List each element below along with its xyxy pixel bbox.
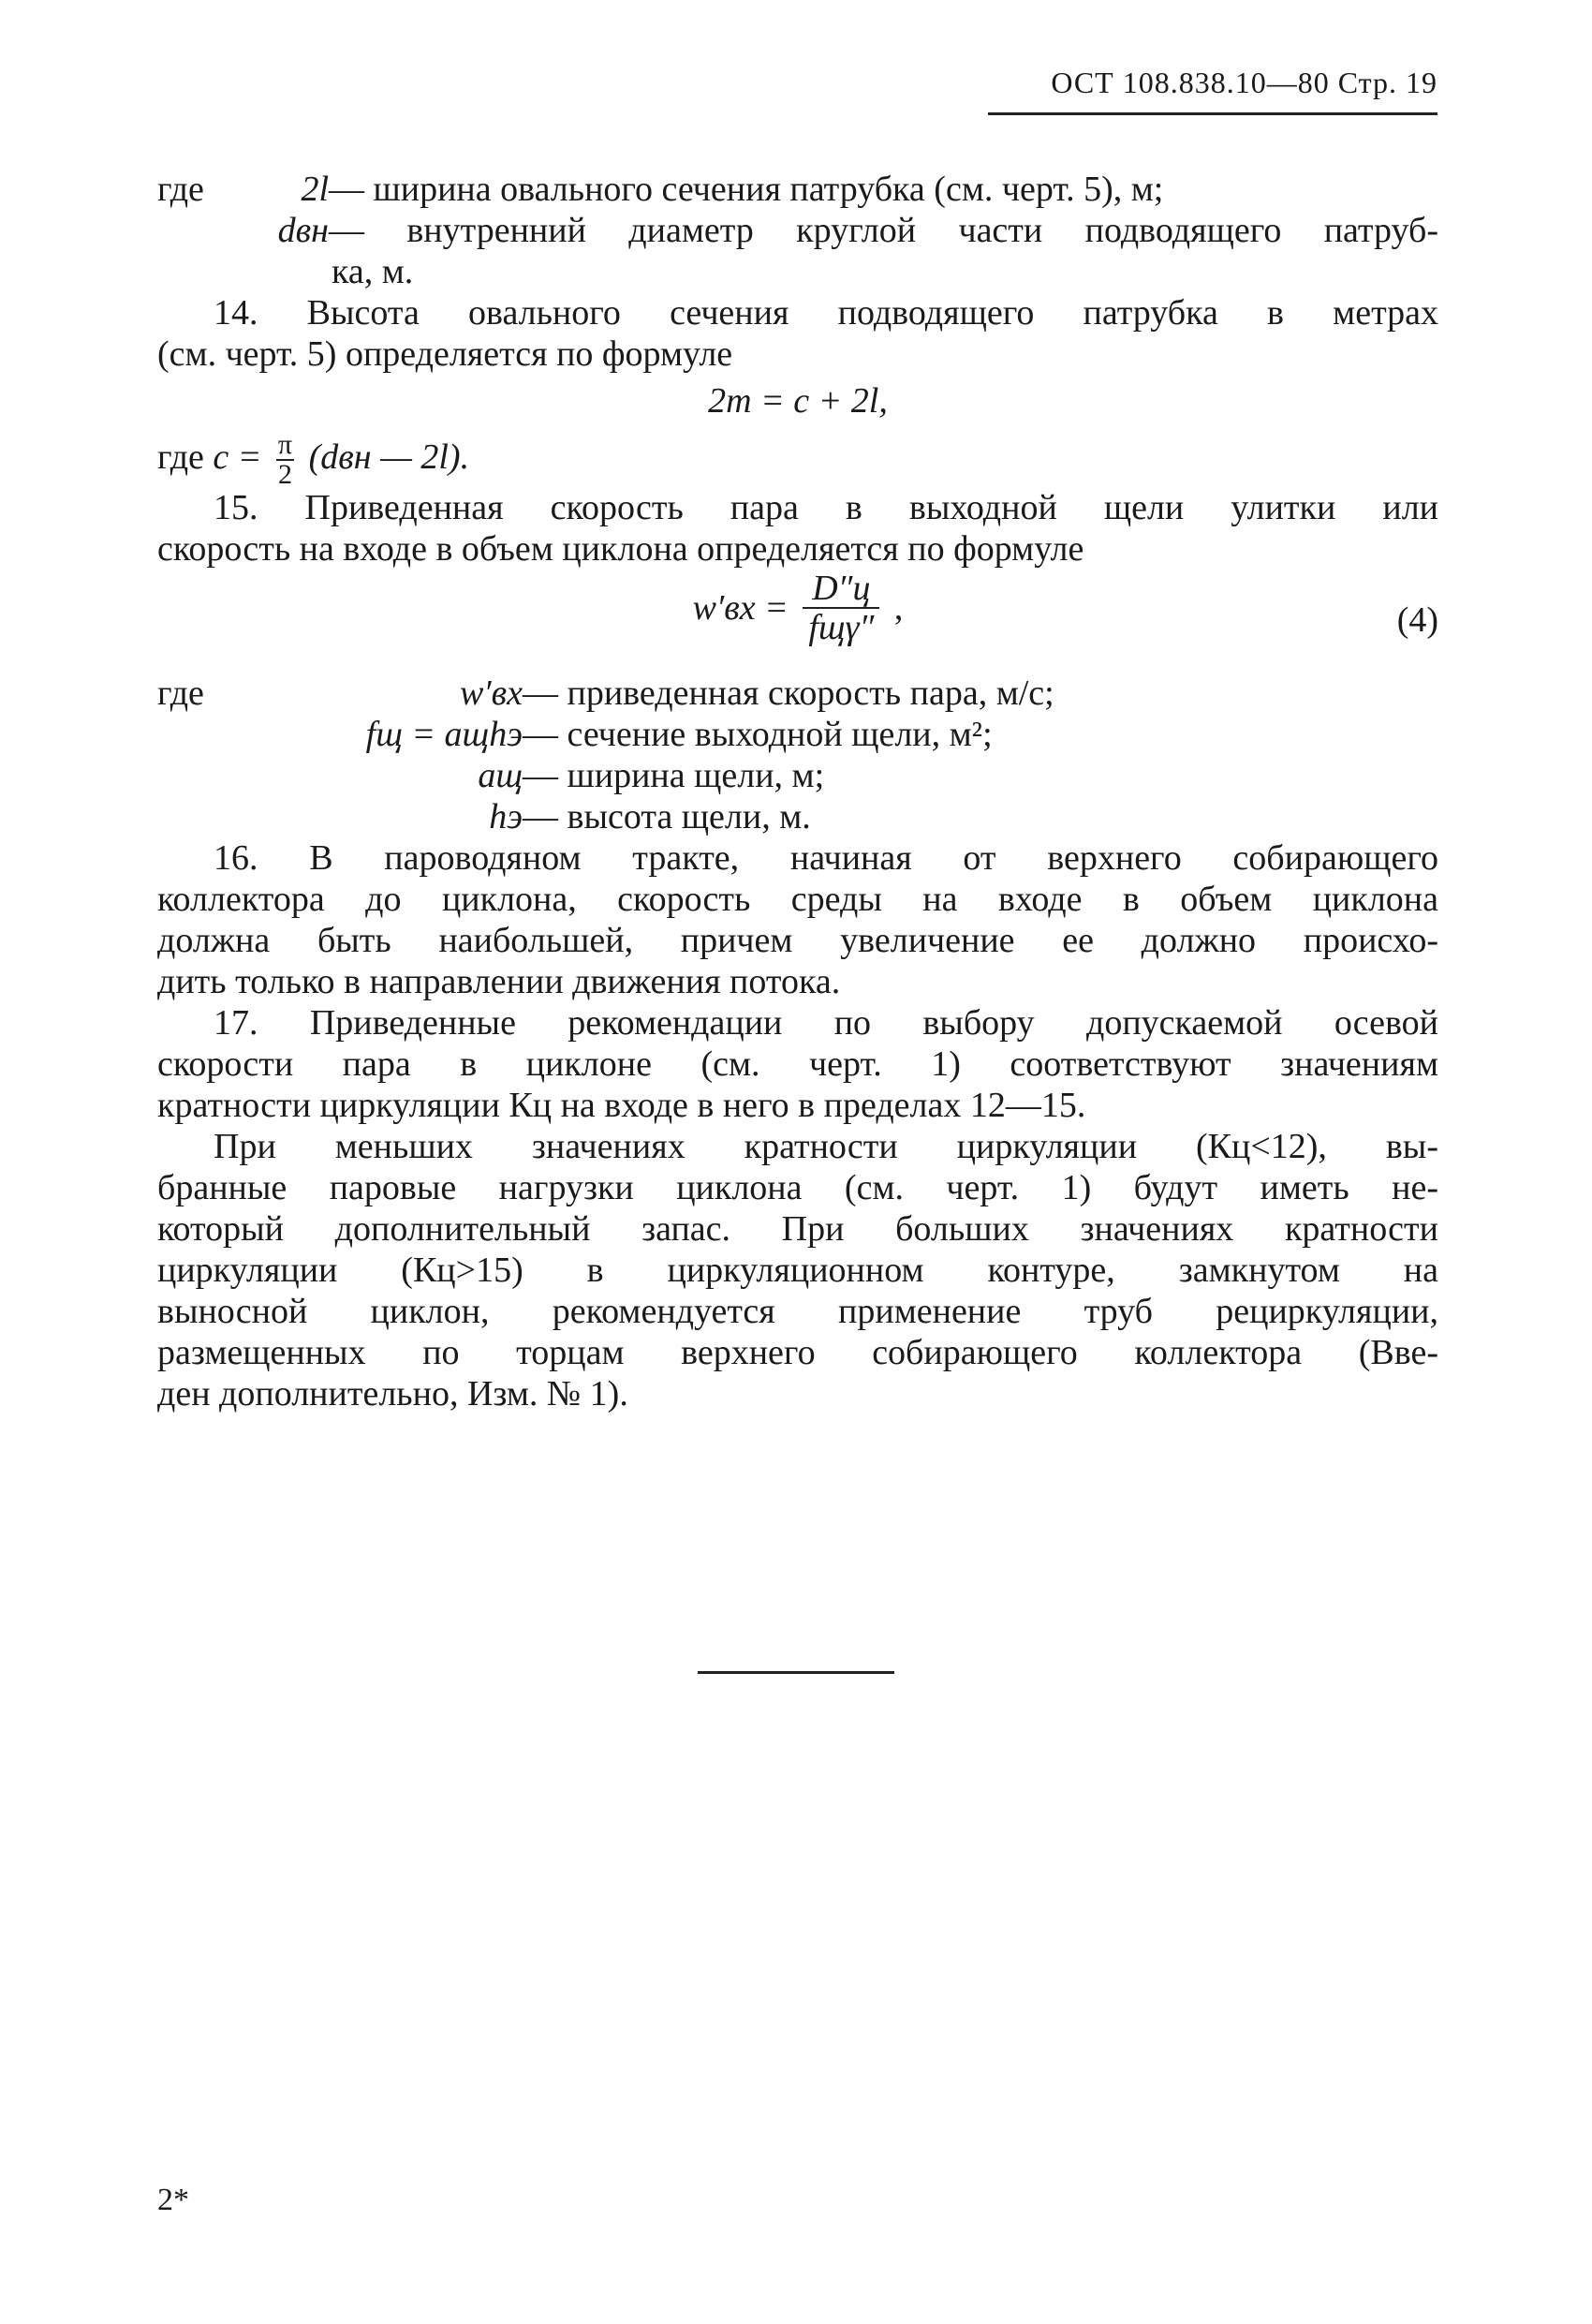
where-lhs: c =: [213, 437, 262, 477]
p18-line: бранные паровые нагрузки циклона (см. черт. 1) будут иметь не-: [157, 1168, 1438, 1207]
p16-line: 16. В пароводяном тракте, начиная от верхнего собирающего: [214, 838, 1438, 878]
definition-symbol: hэ: [489, 797, 523, 836]
formula-4: [157, 570, 1438, 673]
equation-number: (4): [1396, 600, 1438, 640]
p14-line: 14. Высота овального сечения подводящего патрубка в метрах: [214, 293, 1438, 333]
where-rhs: (dвн — 2l).: [308, 437, 470, 477]
p18-line: который дополнительный запас. При больших значениях кратности: [157, 1209, 1438, 1249]
p16-line: должна быть наибольшей, причем увеличение ее должно происхо-: [157, 921, 1438, 960]
where-lead: где: [157, 437, 204, 477]
definition-text: — сечение выходной щели, м²;: [523, 715, 993, 754]
definition-lead: где: [157, 674, 204, 713]
definition-row: [157, 755, 1438, 796]
definition-lead: [157, 796, 246, 837]
p18-line: ден дополнительно, Изм. № 1).: [157, 1374, 628, 1414]
p18-line: выносной циклон, рекомендуется применение труб рециркуляции,: [157, 1292, 1438, 1331]
fraction-numerator: D″ц: [803, 570, 879, 609]
p18-line: циркуляции (Кц>15) в циркуляционном контуре, замкнутом на: [157, 1251, 1438, 1290]
page-header: ОСТ 108.838.10—80 Стр. 19: [1051, 66, 1437, 99]
definition-row: [157, 714, 1438, 755]
definition-text: — внутренний диаметр круглой части подводящего патруб-: [329, 211, 1438, 250]
formula-4-lhs: w′вх =: [692, 588, 789, 628]
fraction-denominator: 2: [278, 459, 292, 491]
definition-text: — ширина овального сечения патрубка (см. черт. 5), м;: [329, 170, 1164, 209]
definition-row: [157, 673, 1438, 714]
page-signature: 2*: [157, 2183, 189, 2217]
section-divider: [698, 1671, 894, 1674]
pi-over-2-fraction: [276, 431, 294, 489]
p15-line: скорость на входе в объем циклона определяется по формуле: [157, 529, 1084, 569]
definition-lead: [157, 210, 246, 251]
formula-14: 2m = c + 2l,: [708, 381, 888, 421]
definition-symbol: aщ: [478, 756, 523, 795]
definition-symbol: fщ = aщhэ: [365, 715, 523, 754]
document-body: [157, 169, 1438, 1414]
formula-14-where: [157, 427, 1438, 491]
definition-lead: [157, 714, 246, 755]
header-rule: [988, 112, 1437, 115]
p16-line: дить только в направлении движения потока.: [157, 962, 841, 1001]
definition-row: [157, 169, 1438, 210]
definition-row: [157, 210, 1438, 251]
fraction-numerator: π: [277, 429, 293, 461]
definition-symbol: 2l: [301, 170, 329, 209]
p14-line: (см. черт. 5) определяется по формуле: [157, 334, 733, 374]
definition-lead: где: [157, 170, 204, 209]
formula-4-expression: [157, 570, 1438, 646]
p16-line: коллектора до циклона, скорость среды на входе в объем циклона: [157, 880, 1438, 919]
p17-line: кратности циркуляции Кц на входе в него в пределах 12—15.: [157, 1086, 1086, 1125]
fraction-denominator: fщγ″: [808, 608, 875, 647]
definition-symbol: dвн: [277, 211, 329, 250]
p15-line: 15. Приведенная скорость пара в выходной щели улитки или: [214, 488, 1438, 527]
definition-text: — высота щели, м.: [523, 797, 811, 836]
p18-line: При меньших значениях кратности циркуляции (Кц<12), вы-: [214, 1127, 1438, 1166]
definition-continuation: ка, м.: [332, 252, 414, 291]
p17-line: скорости пара в циклоне (см. черт. 1) соответствуют значениям: [157, 1044, 1438, 1084]
definition-symbol: w′вх: [459, 674, 523, 713]
definition-lead: [157, 755, 246, 796]
formula-4-tail: ,: [893, 588, 904, 628]
definition-text: — ширина щели, м;: [523, 756, 825, 795]
p18-line: размещенных по торцам верхнего собирающего коллектора (Вве-: [157, 1333, 1438, 1372]
formula-4-fraction: [803, 570, 879, 646]
p17-line: 17. Приведенные рекомендации по выбору допускаемой осевой: [214, 1003, 1438, 1043]
definition-row: [157, 796, 1438, 837]
definition-text: — приведенная скорость пара, м/с;: [523, 674, 1054, 713]
